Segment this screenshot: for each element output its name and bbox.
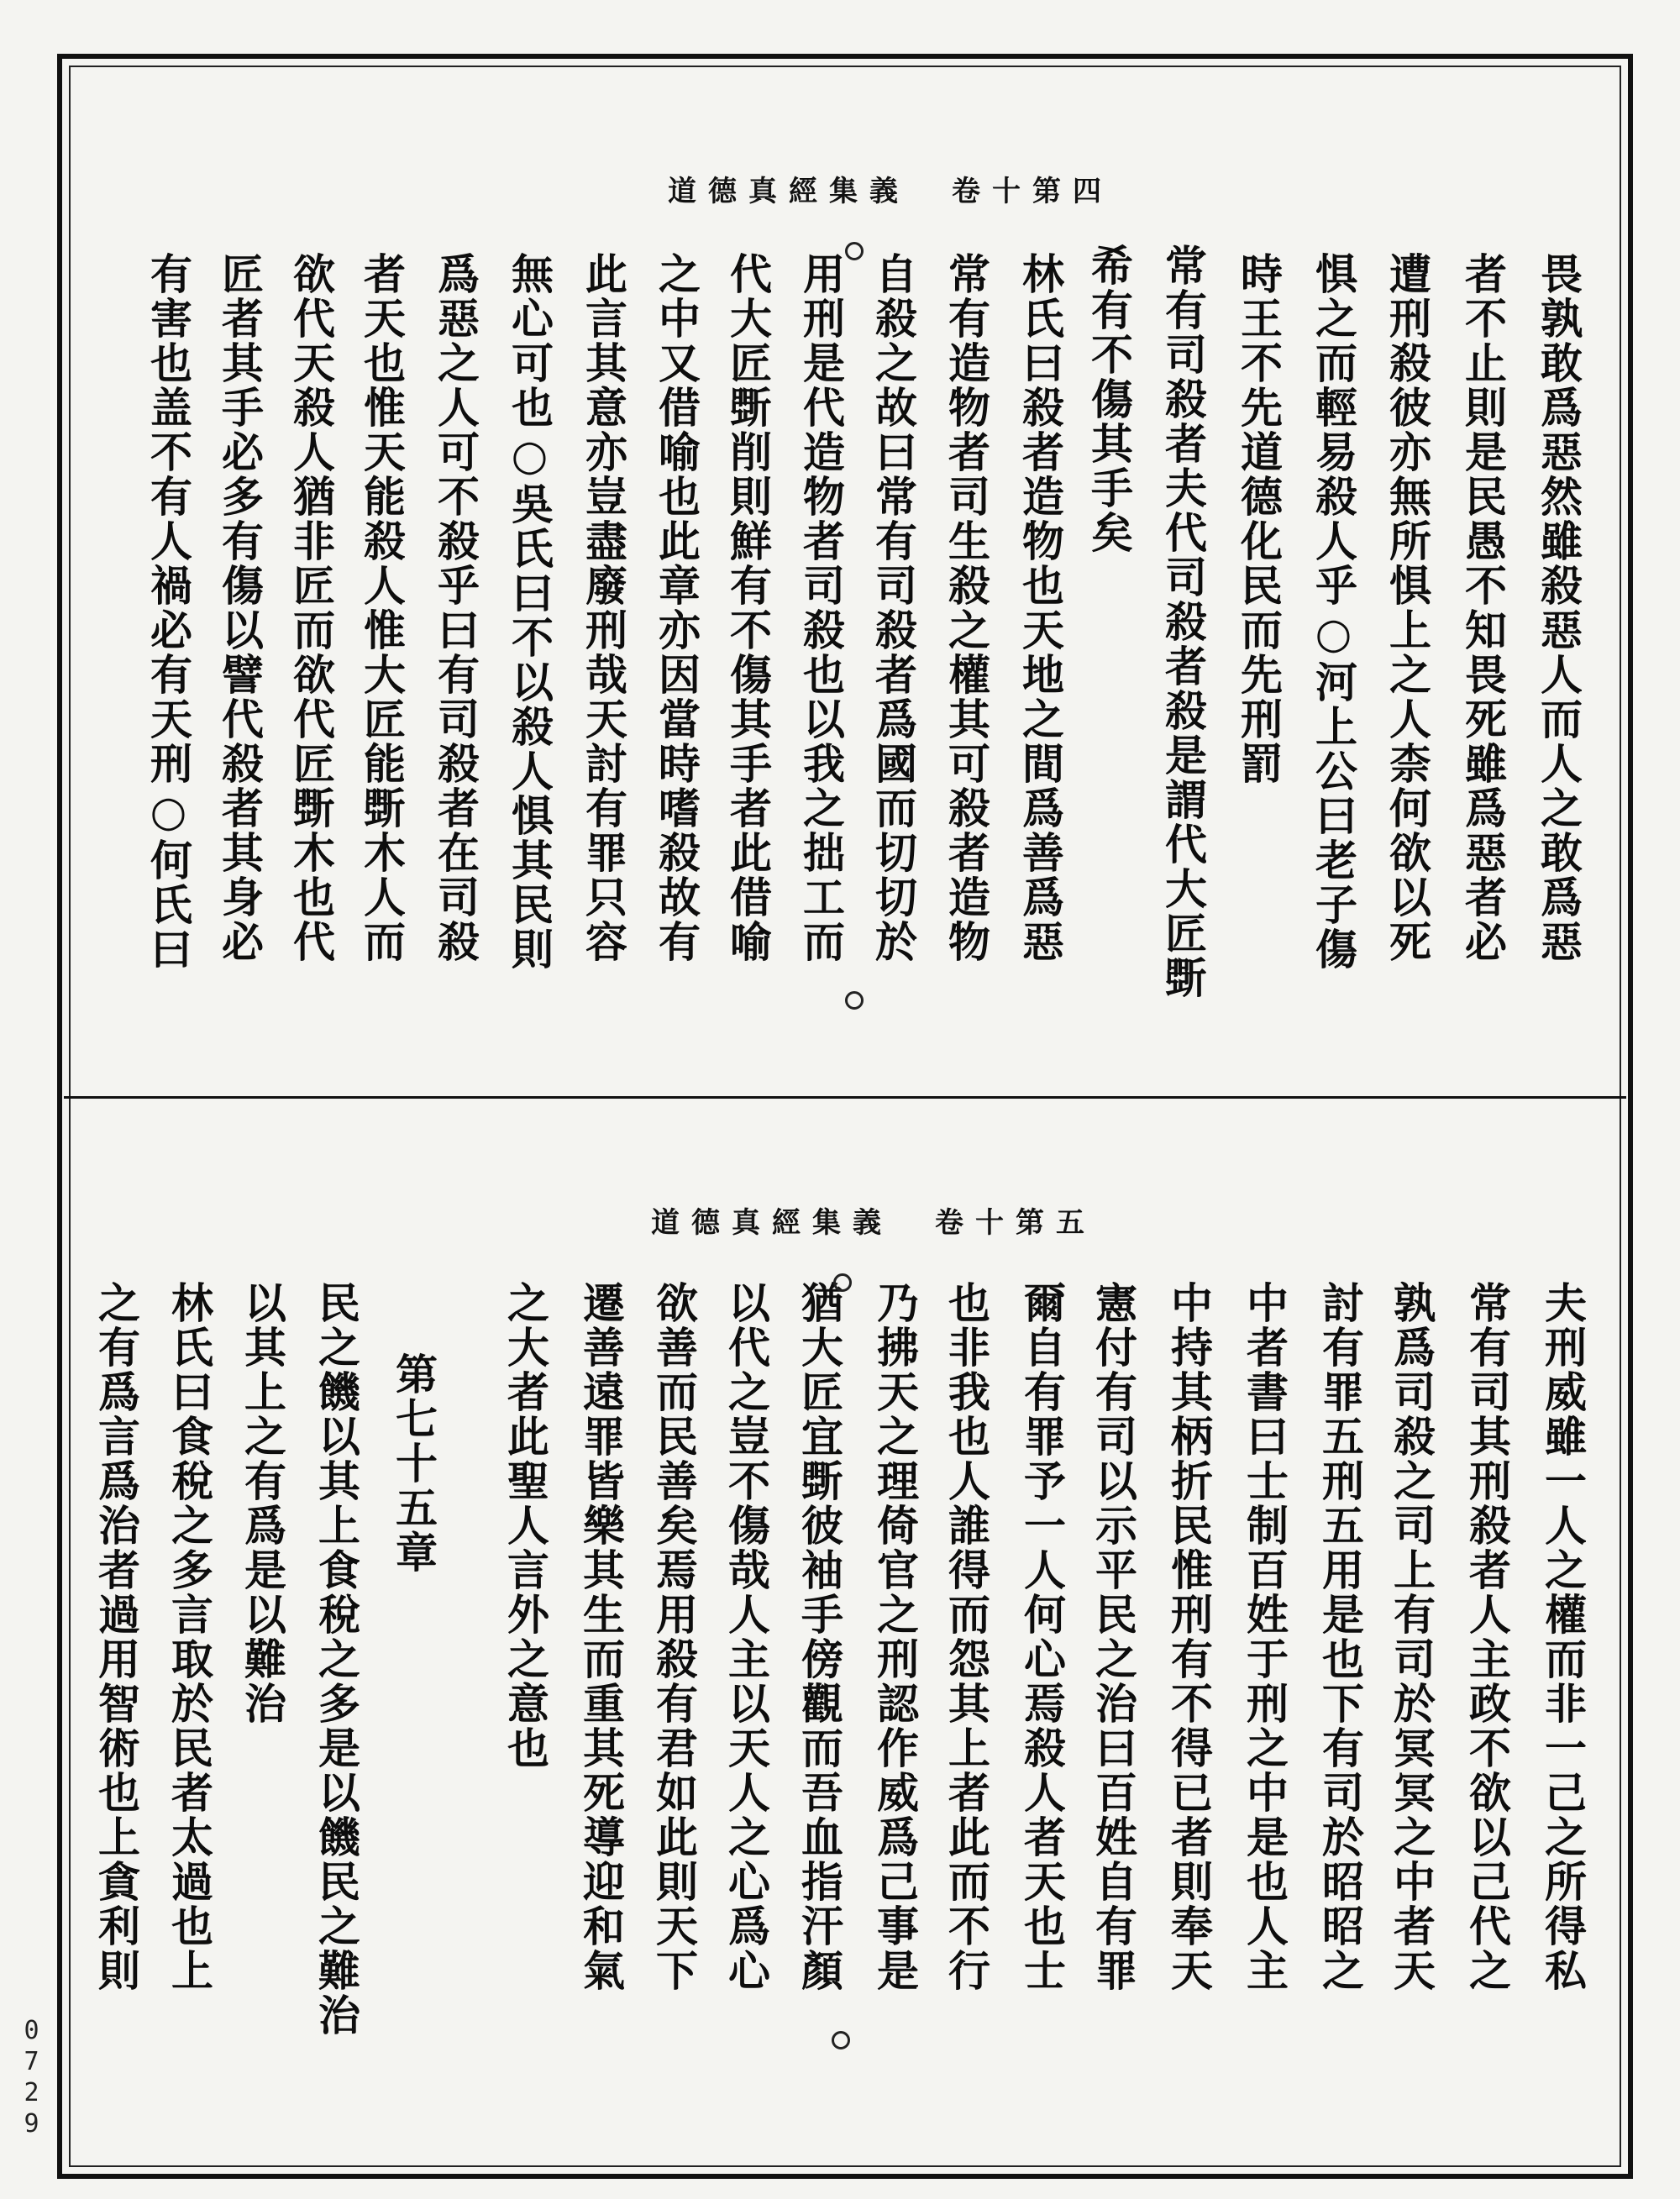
text-column: 之大者此聖人言外之意也: [501, 1281, 550, 1771]
text-column: 以代之豈不傷哉人主以天人之心爲心: [722, 1281, 771, 1993]
text-column: 遭刑殺彼亦無所惧上之人柰何欲以死: [1383, 252, 1432, 964]
text-column: 民之饑以其上食稅之多是以饑民之難治: [312, 1281, 361, 2038]
text-column: 中持其柄折民惟刑有不得已者則奉天: [1164, 1281, 1214, 1993]
text-column: 遷善遠罪皆樂其生而重其死導迎和氣: [576, 1281, 626, 1993]
text-column: 者天也惟天能殺人惟大匠能斲木人而: [357, 252, 407, 964]
bottom-header-volume: 卷十第五: [935, 1206, 1096, 1240]
text-column: 代大匠斲削則鮮有不傷其手者此借喻: [723, 252, 773, 964]
text-column: 討有罪五刑五用是也下有司於昭昭之: [1315, 1281, 1365, 1993]
text-column: 時王不先道德化民而先刑罰: [1234, 252, 1284, 786]
text-column: 常有造物者司生殺之權其可殺者造物: [942, 252, 991, 964]
text-column: 爾自有罪予一人何心焉殺人者天也士: [1017, 1281, 1067, 1993]
text-column: 孰爲司殺之司上有司於冥冥之中者天: [1387, 1281, 1436, 1993]
text-column: 惧之而輕易殺人乎○河上公曰老子傷: [1309, 252, 1358, 972]
text-column: 自殺之故曰常有司殺者爲國而切切於: [869, 252, 918, 964]
text-column: 欲善而民善矣焉用殺有君如此則天下: [649, 1281, 699, 1993]
text-column: 欲代天殺人猶非匠而欲代匠斲木也代: [286, 252, 336, 964]
text-column: 此言其意亦豈盡廢刑哉天討有罪只容: [579, 252, 628, 964]
bottom-page-header: [651, 1199, 1096, 1241]
text-column: 之中又借喻也此章亦因當時嗜殺故有: [652, 252, 701, 964]
text-column: 憲付有司以示平民之治曰百姓自有罪: [1089, 1281, 1138, 1993]
top-header-title: 道德真經集義: [668, 175, 910, 208]
text-column: 林氏曰食稅之多言取於民者太過也上: [165, 1281, 214, 1993]
circle-mark: [832, 2031, 850, 2049]
text-column: 爲惡之人可不殺乎曰有司殺者在司殺: [431, 252, 480, 964]
text-column: 乃拂天之理倚官之刑認作威爲己事是: [870, 1281, 920, 1993]
text-column: 常有司殺者夫代司殺者殺是謂代大匠斲: [1158, 244, 1208, 1000]
text-column: 也非我也人誰得而怨其上者此而不行: [942, 1281, 991, 1993]
page-number: 0729: [17, 2016, 46, 2140]
text-column: 匠者其手必多有傷以譬代殺者其身必: [215, 252, 265, 964]
top-header-volume: 卷十第四: [952, 175, 1113, 208]
text-column: 有害也盖不有人禍必有天刑○何氏曰: [144, 252, 193, 972]
text-column: 無心可也○吳氏曰不以殺人惧其民則: [505, 252, 554, 972]
text-column: 林氏曰殺者造物也天地之間爲善爲惡: [1016, 252, 1065, 964]
text-column: 希有不傷其手矣: [1084, 244, 1134, 555]
text-column: 第七十五章: [389, 1352, 438, 1575]
text-column: 以其上之有爲是以難治: [238, 1281, 287, 1726]
circle-mark: [833, 1273, 852, 1292]
text-column: 之有爲言爲治者過用智術也上貪利則: [92, 1281, 141, 1993]
text-column: 畏孰敢爲惡然雖殺惡人而人之敢爲惡: [1534, 252, 1583, 964]
text-column: 用刑是代造物者司殺也以我之拙工而: [796, 252, 846, 964]
text-column: 常有司其刑殺者人主政不欲以己代之: [1462, 1281, 1512, 1993]
bottom-header-title: 道德真經集義: [651, 1206, 893, 1240]
text-column: 中者書曰士制百姓于刑之中是也人主: [1240, 1281, 1289, 1993]
text-column: 猶大匠宜斲彼袖手傍觀而吾血指汗顏: [795, 1281, 844, 1993]
text-column: 者不止則是民愚不知畏死雖爲惡者必: [1458, 252, 1508, 964]
text-column: 夫刑威雖一人之權而非一己之所得私: [1538, 1281, 1588, 1993]
